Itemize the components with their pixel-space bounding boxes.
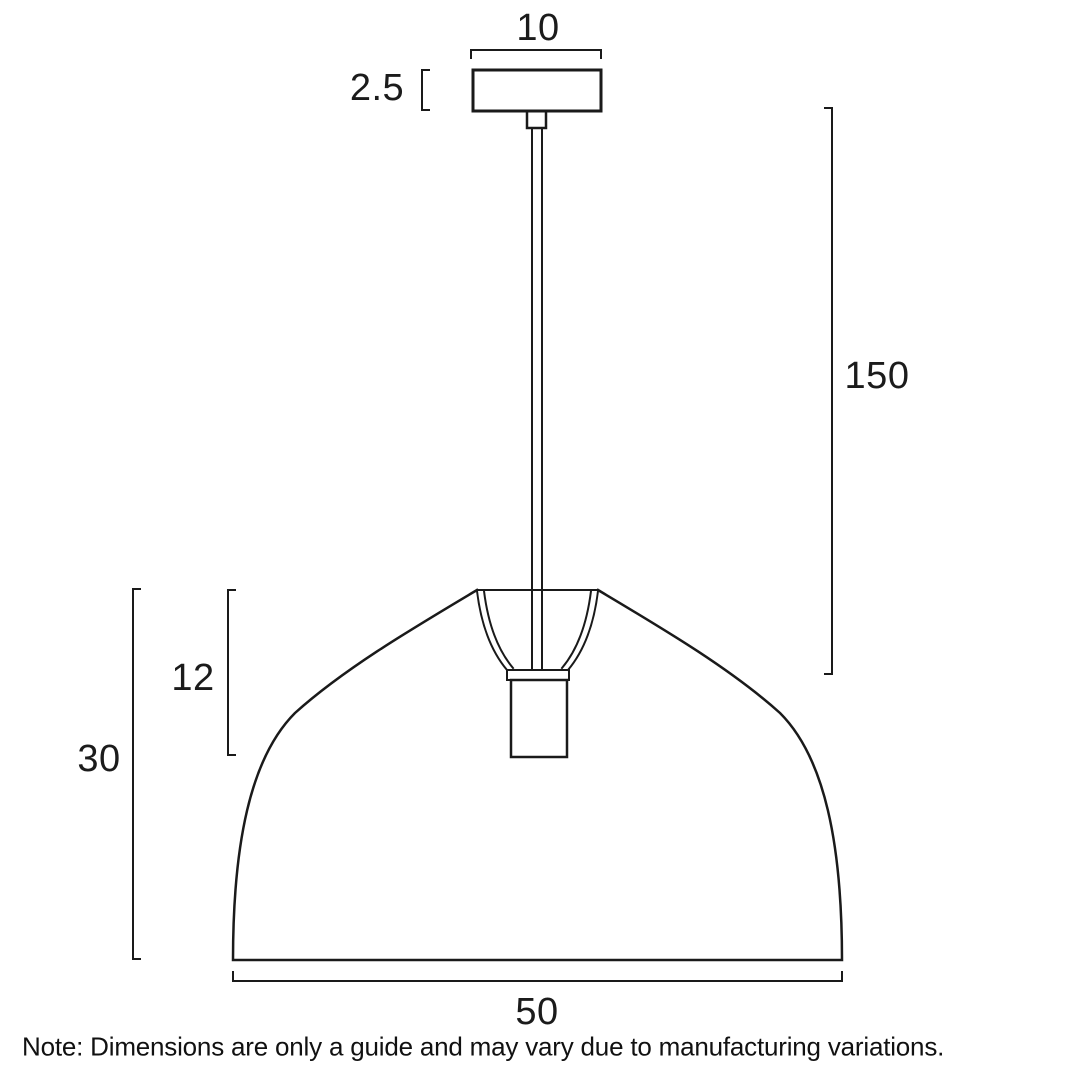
socket-collar-band xyxy=(507,670,569,680)
manufacturing-note: Note: Dimensions are only a guide and may vary due to manufacturing variations. xyxy=(22,1031,945,1062)
dim-label-rod-length: 150 xyxy=(844,355,910,397)
shade-outline xyxy=(233,590,842,960)
lamp-socket-outline xyxy=(511,680,567,757)
dim-label-canopy-width: 10 xyxy=(516,7,560,49)
dim-line-rod-length xyxy=(825,108,832,674)
dim-line-canopy-width xyxy=(471,50,601,58)
dim-label-shade-height: 30 xyxy=(77,738,121,780)
dim-label-funnel-depth: 12 xyxy=(171,657,215,699)
canopy-connector-outline xyxy=(527,111,546,128)
dim-label-shade-width: 50 xyxy=(515,991,559,1033)
canopy-outline xyxy=(473,70,601,111)
dim-line-shade-width xyxy=(233,972,842,981)
dim-line-funnel-depth xyxy=(228,590,235,755)
dim-line-canopy-height xyxy=(422,70,429,110)
dim-line-shade-height xyxy=(133,589,140,959)
suspension-rod-lines xyxy=(532,128,542,670)
dim-label-canopy-height: 2.5 xyxy=(349,67,405,109)
